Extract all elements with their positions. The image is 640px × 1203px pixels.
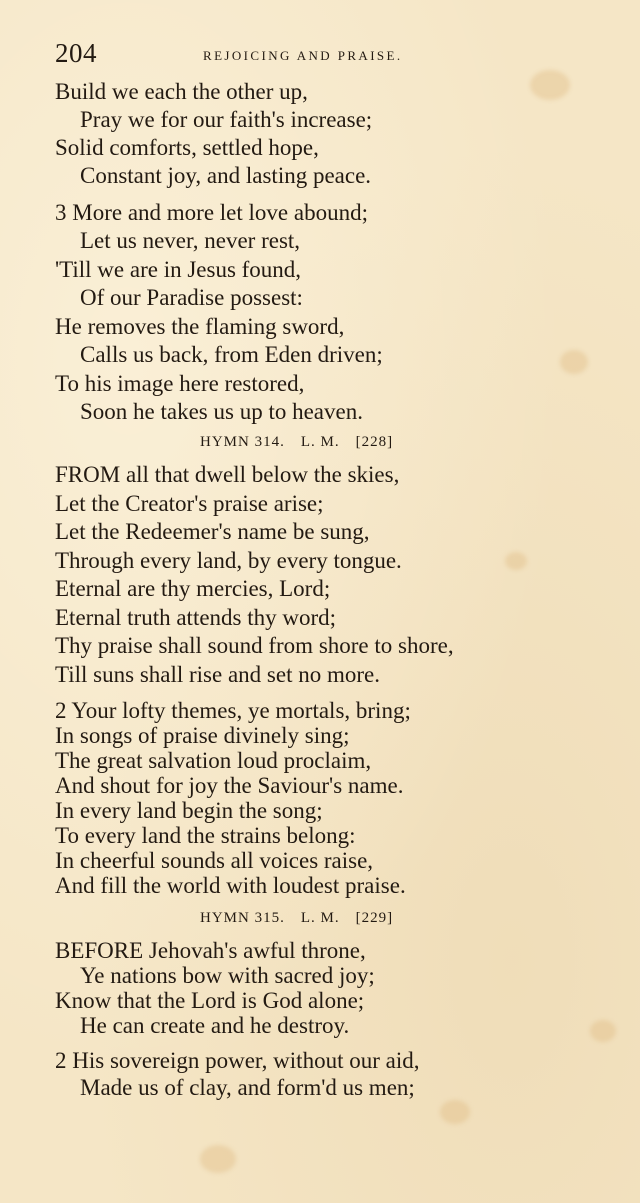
verse-line: And shout for joy the Saviour's name.	[55, 773, 404, 798]
verse-line: 2 His sovereign power, without our aid,	[55, 1048, 420, 1073]
verse-line: BEFORE Jehovah's awful throne,	[55, 938, 366, 963]
verse-line: Through every land, by every tongue.	[55, 548, 402, 573]
paper-stain	[560, 350, 588, 374]
verse-line: FROM all that dwell below the skies,	[55, 462, 400, 487]
paper-stain	[440, 1100, 470, 1124]
hymn-ref: [228]	[355, 434, 394, 450]
verse-line: Constant joy, and lasting peace.	[80, 163, 372, 188]
paper-stain	[590, 1020, 616, 1042]
running-title: REJOICING AND PRAISE.	[203, 48, 403, 63]
hymn-number: HYMN 314.	[200, 434, 285, 450]
verse-line: Solid comforts, settled hope,	[55, 135, 319, 160]
verse-line: The great salvation loud proclaim,	[55, 748, 372, 773]
verse-line: Thy praise shall sound from shore to shore,	[55, 633, 454, 658]
page-header	[55, 38, 455, 70]
verse-line: In songs of praise divinely sing;	[55, 723, 350, 748]
verse-line: Calls us back, from Eden driven;	[80, 342, 383, 367]
hymn-meter: L. M.	[300, 434, 340, 450]
verse-line: He can create and he destroy.	[80, 1013, 350, 1038]
verse-line: And fill the world with loudest praise.	[55, 873, 406, 898]
verse-line: To his image here restored,	[55, 371, 305, 396]
verse-line: Let us never, never rest,	[80, 228, 301, 253]
verse-line: Let the Redeemer's name be sung,	[55, 519, 370, 544]
paper-stain	[505, 552, 527, 570]
verse-line: In cheerful sounds all voices raise,	[55, 848, 374, 873]
verse-line: To every land the strains belong:	[55, 823, 356, 848]
verse-line: 'Till we are in Jesus found,	[55, 257, 302, 282]
hymn-315-heading	[200, 910, 409, 927]
hymn-number: HYMN 315.	[200, 910, 285, 926]
verse-line: Of our Paradise possest:	[80, 285, 303, 310]
verse-line: 2 Your lofty themes, ye mortals, bring;	[55, 698, 411, 723]
verse-line: Build we each the other up,	[55, 79, 308, 104]
verse-line: Ye nations bow with sacred joy;	[80, 963, 375, 988]
verse-line: Till suns shall rise and set no more.	[55, 662, 380, 687]
verse-line: 3 More and more let love abound;	[55, 200, 368, 225]
page-number: 204	[55, 38, 97, 68]
verse-line: Know that the Lord is God alone;	[55, 988, 365, 1013]
verse-line: Soon he takes us up to heaven.	[80, 399, 363, 424]
verse-line: Made us of clay, and form'd us men;	[80, 1075, 415, 1100]
hymn-meter: L. M.	[300, 910, 340, 926]
verse-line: Eternal are thy mercies, Lord;	[55, 576, 331, 601]
paper-stain	[530, 70, 570, 100]
verse-line: Let the Creator's praise arise;	[55, 491, 324, 516]
verse-line: Eternal truth attends thy word;	[55, 605, 337, 630]
verse-line: In every land begin the song;	[55, 798, 323, 823]
paper-stain	[200, 1145, 236, 1173]
hymn-ref: [229]	[355, 910, 394, 926]
verse-line: He removes the flaming sword,	[55, 314, 345, 339]
hymn-314-heading	[200, 434, 409, 451]
verse-line: Pray we for our faith's increase;	[80, 107, 373, 132]
